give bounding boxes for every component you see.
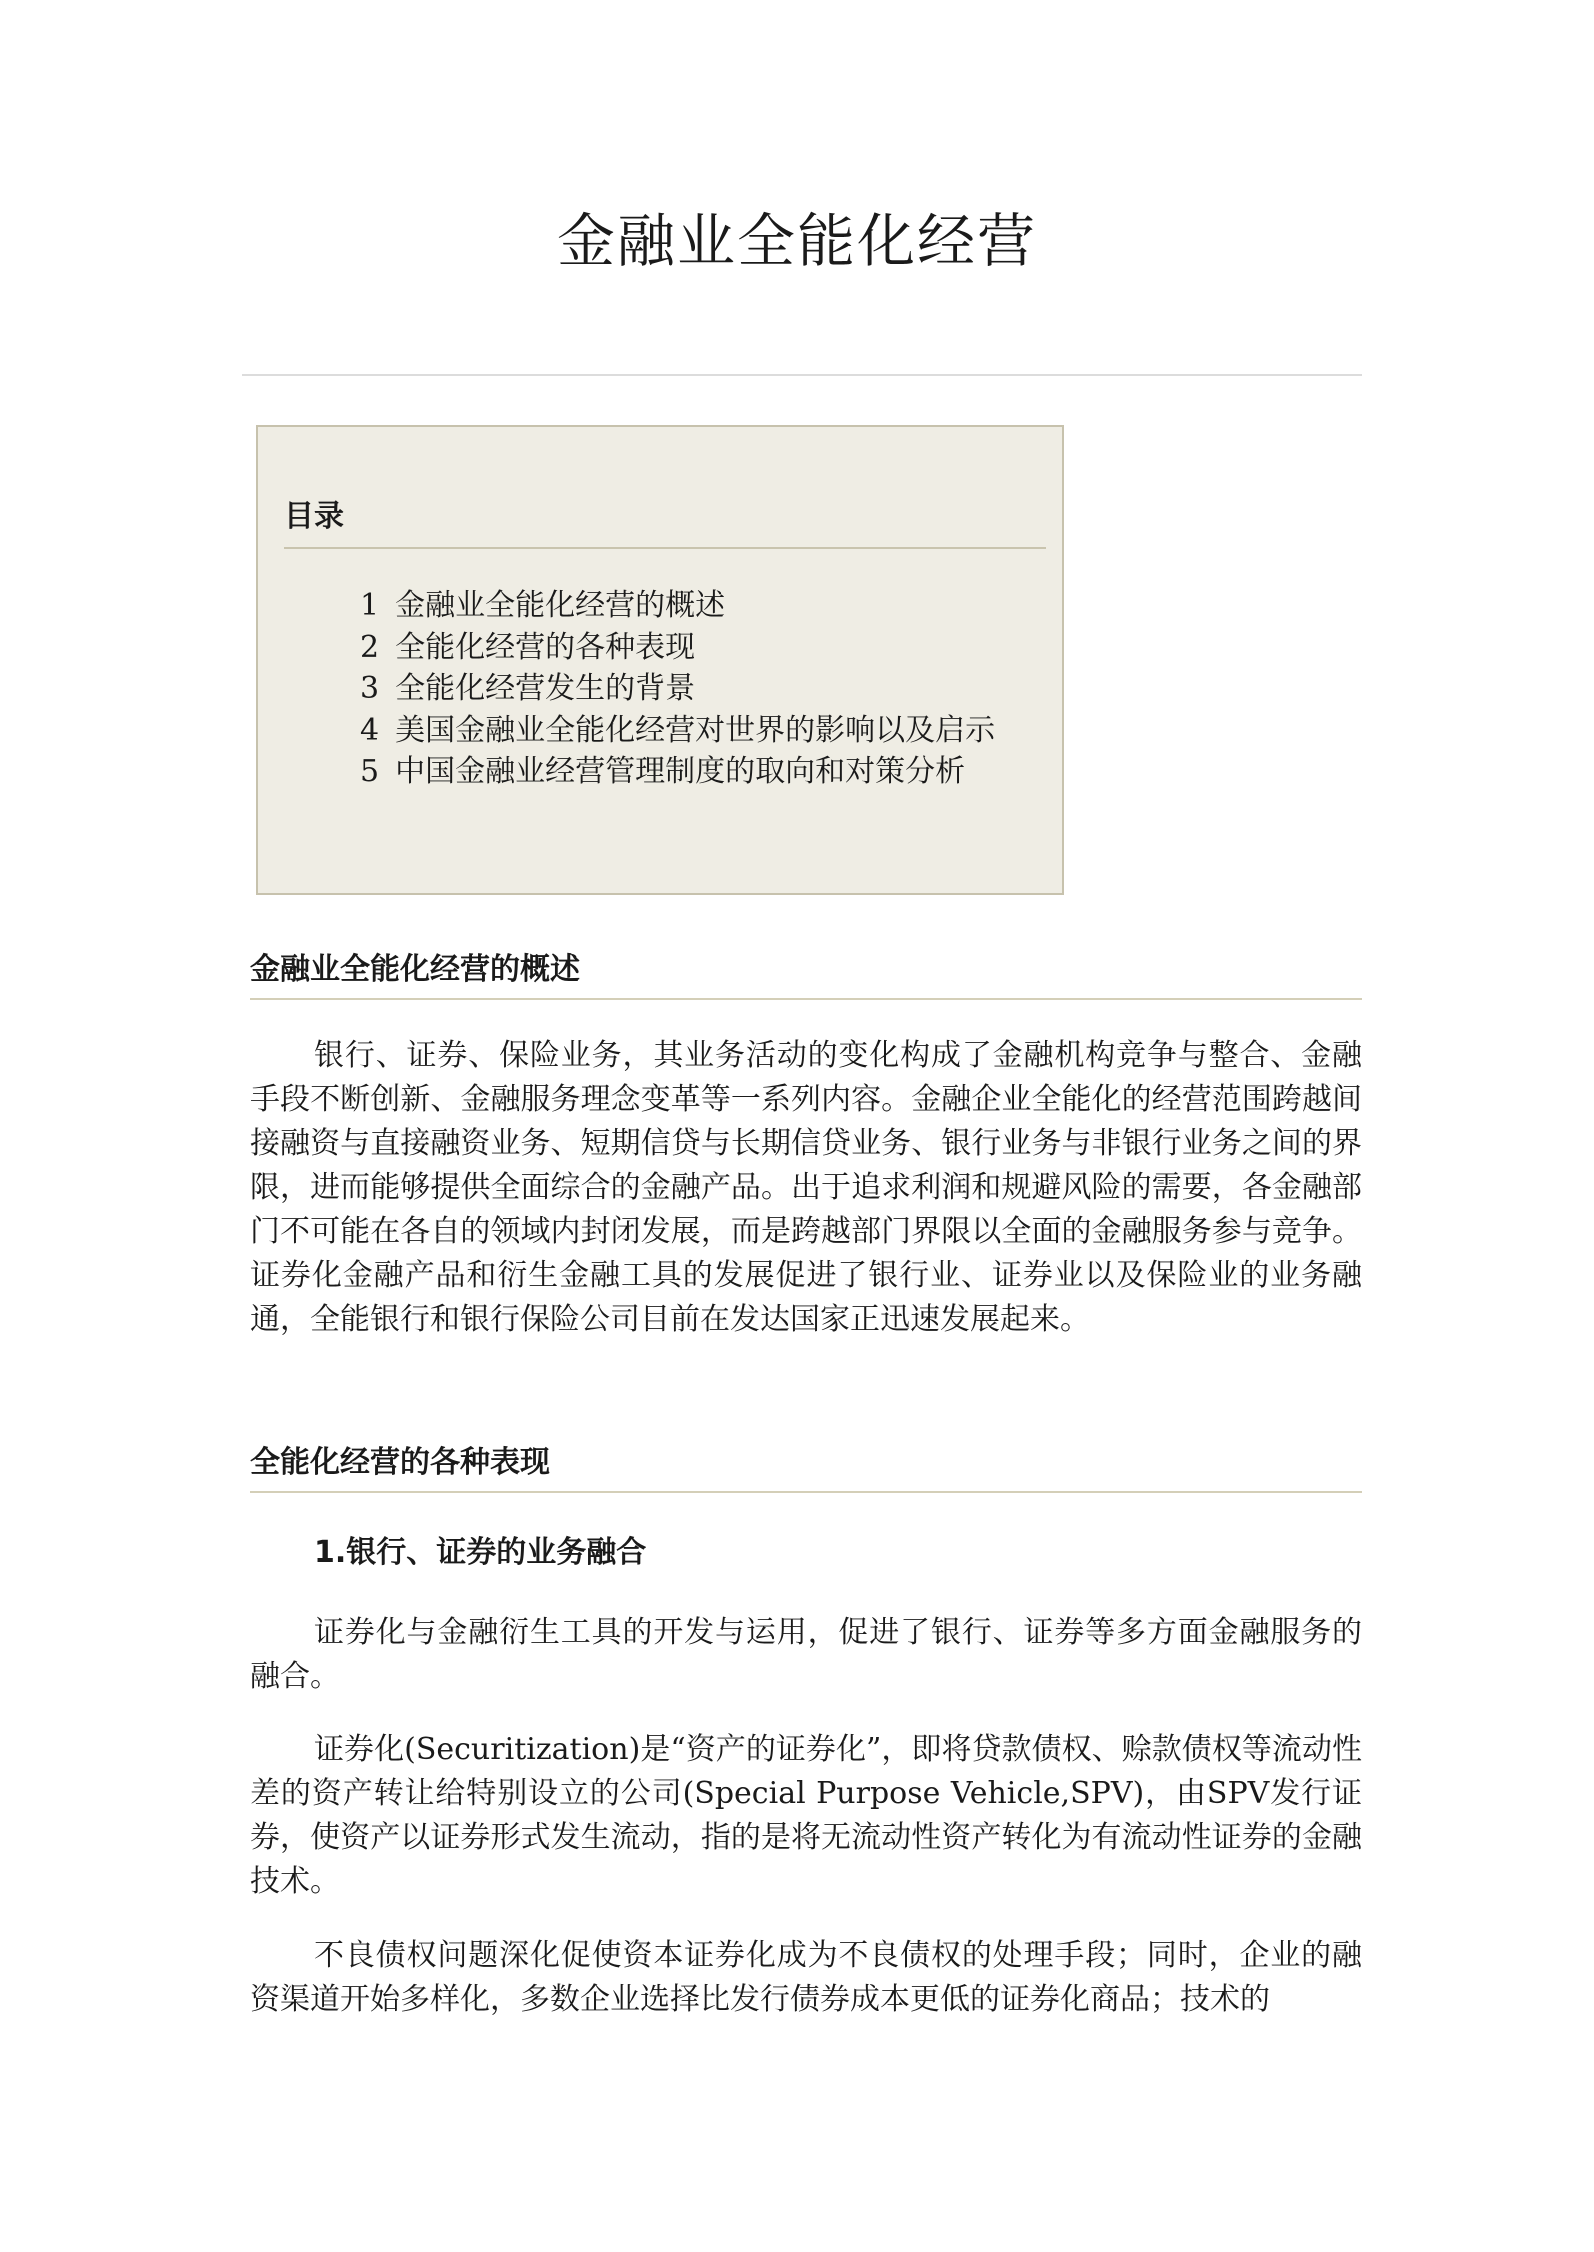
section-heading-forms: 全能化经营的各种表现 bbox=[250, 1445, 550, 1480]
toc-item[interactable] bbox=[304, 585, 1024, 627]
toc-item-number: 5 bbox=[360, 754, 380, 789]
toc-item-label: 全能化经营的各种表现 bbox=[395, 629, 696, 665]
paragraph: 银行、证券、保险业务，其业务活动的变化构成了金融机构竞争与整合、金融手段不断创新、金融服务理念变革等一系列内容。金融企业全能化的经营范围跨越间接融资与直接融资业务、短期信贷与长期信贷业务、银行业务与非银行业务之间的界限，进而能够提供全面综合的金融产品。出于追求利润和规避风险的需要，各金融部门不可能在各自的领域内封闭发展，而是跨越部门界限以全面的金融服务参与竞争。证券化金融产品和衍生金融工具的发展促进了银行业、证券业以及保险业的业务融通，全能银行和银行保险公司目前在发达国家正迅速发展起来。 bbox=[250, 1038, 1362, 1337]
document-title: 金融业全能化经营 bbox=[556, 207, 1037, 275]
toc-item-label: 中国金融业经营管理制度的取向和对策分析 bbox=[395, 754, 966, 789]
toc-item[interactable] bbox=[304, 668, 1024, 710]
toc-list bbox=[304, 585, 1024, 793]
section-divider bbox=[250, 1491, 1362, 1493]
toc-item-number: 4 bbox=[360, 712, 380, 748]
toc-heading: 目录 bbox=[284, 499, 344, 534]
title-divider bbox=[242, 374, 1362, 376]
table-of-contents bbox=[256, 425, 1064, 895]
toc-item-number: 1 bbox=[360, 588, 380, 623]
toc-item-label: 全能化经营发生的背景 bbox=[395, 671, 696, 706]
toc-item-number: 3 bbox=[360, 671, 380, 706]
section-heading-overview: 金融业全能化经营的概述 bbox=[250, 952, 580, 987]
subsection-heading: 1.银行、证券的业务融合 bbox=[314, 1535, 647, 1570]
toc-item[interactable] bbox=[304, 710, 1024, 752]
toc-item-label: 金融业全能化经营的概述 bbox=[395, 588, 726, 623]
toc-item[interactable] bbox=[304, 627, 1024, 669]
section-divider bbox=[250, 998, 1362, 1000]
toc-item-label: 美国金融业全能化经营对世界的影响以及启示 bbox=[395, 712, 996, 748]
paragraph: 证券化与金融衍生工具的开发与运用，促进了银行、证券等多方面金融服务的融合。 bbox=[250, 1615, 1362, 1694]
paragraph: 证券化(Securitization)是“资产的证券化”，即将贷款债权、赊款债权等流动性差的资产转让给特别设立的公司(Special Purpose Vehicle,SPV)，由SPV发行证券，使资产以证券形式发生流动，指的是将无流动性资产转化为有流动性证券的金融技术。 bbox=[250, 1732, 1362, 1899]
toc-item[interactable] bbox=[304, 751, 1024, 793]
paragraph: 不良债权问题深化促使资本证券化成为不良债权的处理手段；同时，企业的融资渠道开始多样化，多数企业选择比发行债券成本更低的证券化商品；技术的 bbox=[250, 1938, 1362, 2017]
toc-divider bbox=[284, 547, 1046, 549]
toc-item-number: 2 bbox=[360, 629, 380, 665]
